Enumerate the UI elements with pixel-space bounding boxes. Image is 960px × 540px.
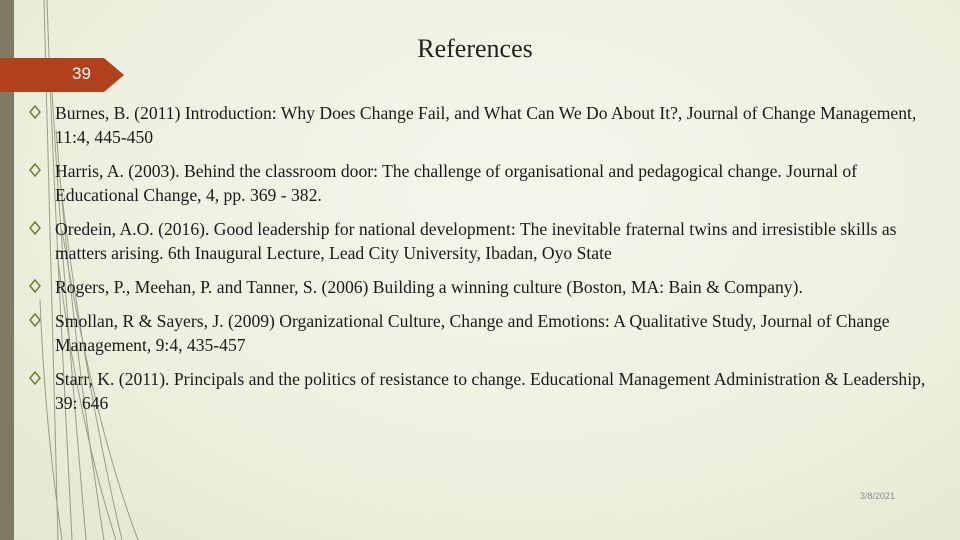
reference-text: Smollan, R & Sayers, J. (2009) Organizational Culture, Change and Emotions: A Qualitative Study, Journal of Change Management, 9:4, 435-457 [55, 311, 890, 355]
list-item [28, 217, 938, 265]
list-item [28, 101, 938, 149]
list-item [28, 309, 938, 357]
list-item [28, 275, 938, 299]
page-title: References [417, 34, 533, 63]
page-number-tab [0, 58, 124, 92]
reference-list [28, 101, 938, 425]
diamond-bullet-icon [28, 102, 42, 122]
slide-date: 3/8/2021 [860, 491, 896, 501]
diamond-bullet-icon [28, 160, 42, 180]
reference-text: Rogers, P., Meehan, P. and Tanner, S. (2006) Building a winning culture (Boston, MA: Bain & Company). [55, 277, 803, 297]
diamond-bullet-icon [28, 310, 42, 330]
reference-text: Harris, A. (2003). Behind the classroom door: The challenge of organisational and pedagogical change. Journal of Educational Change, 4, pp. 369 - 382. [55, 161, 858, 205]
diamond-bullet-icon [28, 368, 42, 388]
reference-text: Starr, K. (2011). Principals and the politics of resistance to change. Educational Management Administration & Leadership, 39: 646 [55, 369, 926, 413]
page-number: 39 [72, 64, 91, 83]
reference-text: Oredein, A.O. (2016). Good leadership for national development: The inevitable fraternal twins and irresistible skills as matters arising. 6th Inaugural Lecture, Lead City University, Ibadan, Oyo State [55, 219, 897, 263]
diamond-bullet-icon [28, 276, 42, 296]
reference-text: Burnes, B. (2011) Introduction: Why Does Change Fail, and What Can We Do About It?, Journal of Change Management, 11:4, 445-450 [55, 103, 917, 147]
list-item [28, 367, 938, 415]
list-item [28, 159, 938, 207]
diamond-bullet-icon [28, 218, 42, 238]
